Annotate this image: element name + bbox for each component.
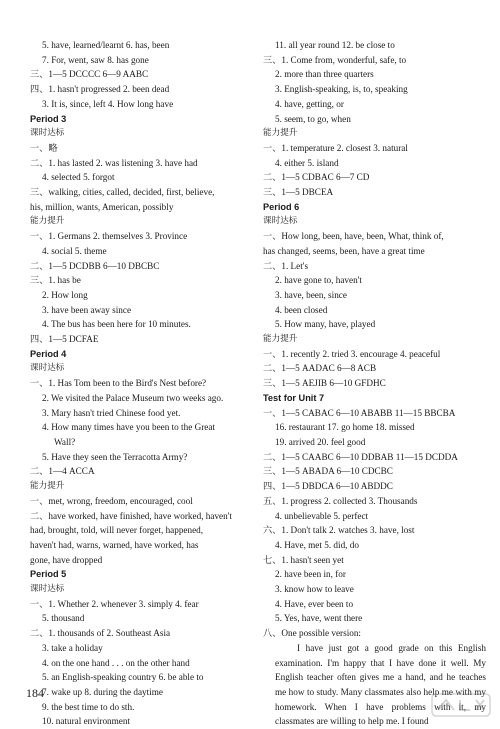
left-line: 一、1. Has Tom been to the Bird's Nest before? [30, 378, 207, 389]
left-line: 二、1. has lasted 2. was listening 3. have had [30, 157, 198, 168]
right-line: 19. arrived 20. feel good [275, 436, 366, 447]
left-line: gone, have dropped [30, 554, 103, 565]
left-column [30, 38, 249, 727]
left-line: 能力提升 [30, 216, 65, 227]
right-line: 5. How many, have, played [275, 319, 376, 330]
right-column [263, 38, 486, 727]
right-line: 4. either 5. island [275, 157, 339, 168]
right-line: 六、1. Don't talk 2. watches 3. have, lost [263, 525, 415, 536]
left-line: 4. The bus has been here for 10 minutes. [42, 319, 191, 330]
left-line: 3. It is, since, left 4. How long have [42, 98, 174, 109]
left-line: Period 5 [30, 569, 67, 580]
right-line: 八、One possible version: [263, 628, 361, 639]
left-line: 4. selected 5. forgot [42, 172, 115, 183]
page-number: 184 [26, 686, 44, 700]
right-line: 2. have been in, for [275, 569, 346, 580]
left-line: 三、1. has be [30, 275, 81, 286]
left-line: 2. We visited the Palace Museum two weeks ago. [42, 392, 224, 403]
left-line: had, brought, told, will never forget, happened, [30, 525, 204, 536]
right-line: 二、1—5 AADAC 6—8 ACB [263, 363, 377, 374]
left-line: 7. For, went, saw 8. has gone [42, 54, 149, 65]
right-line: 能力提升 [263, 334, 298, 345]
right-line: 二、1—5 CDBAC 6—7 CD [263, 172, 370, 183]
left-line: 一、met, wrong, freedom, encouraged, cool [30, 495, 193, 506]
right-line: has changed, seems, been, have a great time [263, 245, 425, 256]
left-line: 四、1—5 DCFAE [30, 334, 99, 345]
left-line: 一、1. Whether 2. whenever 3. simply 4. fear [30, 598, 199, 609]
right-line: 4. Have, ever been to [275, 598, 354, 609]
right-line: 三、1—5 ABADA 6—10 CDCBC [263, 466, 393, 477]
left-line: 9. the best time to do sth. [42, 701, 135, 712]
left-line: 能力提升 [30, 481, 65, 492]
right-line: 3. know how to leave [275, 584, 354, 595]
right-line: 二、1—5 CAABC 6—10 DDBAB 11—15 DCDDA [263, 451, 458, 462]
left-line: 一、略 [30, 142, 58, 153]
left-line: 课时达标 [30, 584, 65, 595]
left-line: 三、1—5 DCCCC 6—9 AABC [30, 69, 149, 80]
right-line: Test for Unit 7 [263, 392, 325, 403]
left-line: 二、1—5 DCDBB 6—10 DBCBC [30, 260, 160, 271]
right-line: 3. English-speaking, is, to, speaking [275, 84, 408, 95]
right-line: 5. Yes, have, went there [275, 613, 363, 624]
left-line: 10. natural environment [42, 716, 131, 727]
left-line: 7. wake up 8. during the daytime [42, 686, 163, 697]
right-line: 5. seem, to go, when [275, 113, 351, 124]
right-line: 4. have, getting, or [275, 98, 344, 109]
right-line: 能力提升 [263, 128, 298, 139]
left-line: 5. thousand [42, 613, 85, 624]
right-line: 2. have gone to, haven't [275, 275, 362, 286]
left-line: haven't had, warns, warned, have worked, has [30, 539, 199, 550]
left-line: 4. How many times have you been to the Great [42, 422, 215, 433]
watermark-logo-icon [430, 690, 492, 720]
right-line: 2. more than three quarters [275, 69, 374, 80]
left-line: 二、have worked, have finished, have worked, haven't [30, 510, 232, 521]
left-line: Period 4 [30, 348, 67, 359]
left-line: 二、1. thousands of 2. Southeast Asia [30, 628, 171, 639]
left-line: 3. Mary hasn't tried Chinese food yet. [42, 407, 181, 418]
left-line: Wall? [54, 436, 76, 447]
right-line: 4. unbelievable 5. perfect [275, 510, 369, 521]
left-line: his, million, wants, American, possibly [30, 201, 174, 212]
left-line: 课时达标 [30, 128, 65, 139]
right-line: 一、How long, been, have, been, What, think of, [263, 231, 444, 242]
left-line: 一、1. Germans 2. themselves 3. Province [30, 231, 188, 242]
left-line: 四、1. hasn't progressed 2. been dead [30, 84, 170, 95]
right-line: 一、1—5 CABAC 6—10 ABABB 11—15 BBCBA [263, 407, 456, 418]
right-line: 四、1—5 DBDCA 6—10 ABDDC [263, 481, 393, 492]
essay-paragraph: I have just got a good grade on this English examination. I'm happy that I have done it well. My English teacher often gives me a hand, and he teaches me how to study. Many classmates also help me with my homework. When I have problems with it, my classmates are willing to help me. I found [275, 642, 486, 727]
right-line: 课时达标 [263, 216, 298, 227]
right-line: 4. been closed [275, 304, 328, 315]
right-line: 11. all year round 12. be close to [275, 40, 395, 50]
left-line: Period 3 [30, 113, 67, 124]
left-line: 4. on the one hand . . . on the other hand [42, 657, 190, 668]
left-line: 三、walking, cities, called, decided, first, believe, [30, 187, 215, 198]
right-line: 16. restaurant 17. go home 18. missed [275, 422, 415, 433]
left-line: 二、1—4 ACCA [30, 466, 95, 477]
left-line: 5. have, learned/learnt 6. has, been [42, 40, 170, 50]
left-line: 3. take a holiday [42, 642, 103, 653]
right-line: 4. Have, met 5. did, do [275, 539, 359, 550]
left-line: 5. Have they seen the Terracotta Army? [42, 451, 188, 462]
right-line: 3. have, been, since [275, 289, 347, 300]
right-line: 三、1—5 AEJIB 6—10 GFDHC [263, 378, 386, 389]
right-line: 一、1. recently 2. tried 3. encourage 4. peaceful [263, 348, 441, 359]
right-line: 一、1. temperature 2. closest 3. natural [263, 142, 408, 153]
right-line: 七、1. hasn't seen yet [263, 554, 344, 565]
right-line: Period 6 [263, 201, 300, 212]
right-line: 三、1. Come from, wonderful, safe, to [263, 54, 407, 65]
right-line: 二、1. Let's [263, 260, 309, 271]
left-line: 3. have been away since [42, 304, 132, 315]
left-line: 5. an English-speaking country 6. be able to [42, 672, 204, 683]
left-line: 课时达标 [30, 363, 65, 374]
left-line: 4. social 5. theme [42, 245, 107, 256]
right-line: 五、1. progress 2. collected 3. Thousands [263, 495, 418, 506]
right-line: 三、1—5 DBCEA [263, 187, 334, 198]
left-line: 2. How long [42, 289, 88, 300]
